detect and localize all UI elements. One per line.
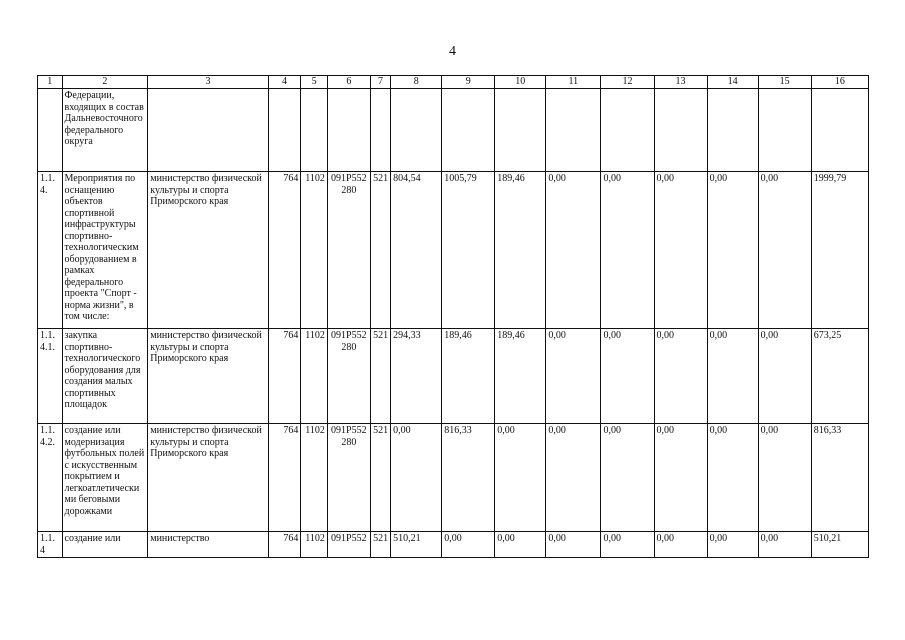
value-cell — [442, 89, 495, 172]
total-cell — [811, 89, 868, 172]
executor — [148, 89, 268, 172]
column-header: 2 — [62, 76, 148, 89]
value-cell: 0,00 — [654, 172, 707, 329]
section-code — [301, 89, 328, 172]
value-cell — [391, 89, 442, 172]
value-cell: 189,46 — [442, 329, 495, 424]
value-cell: 0,00 — [546, 424, 601, 532]
value-cell: 0,00 — [495, 532, 546, 558]
total-cell: 510,21 — [811, 532, 868, 558]
value-cell: 816,33 — [442, 424, 495, 532]
budget-table — [37, 75, 869, 558]
column-header: 5 — [301, 76, 328, 89]
executor: министерство физической культуры и спорта Приморского края — [148, 172, 268, 329]
value-cell: 0,00 — [707, 532, 758, 558]
value-cell: 0,00 — [546, 329, 601, 424]
grbs-code: 764 — [268, 532, 301, 558]
target-article: 091P552280 — [327, 329, 370, 424]
row-code: 1.1.4 — [38, 532, 63, 558]
value-cell: 0,00 — [601, 532, 654, 558]
executor: министерство физической культуры и спорта Приморского края — [148, 329, 268, 424]
column-header: 16 — [811, 76, 868, 89]
value-cell: 189,46 — [495, 329, 546, 424]
value-cell: 804,54 — [391, 172, 442, 329]
page-number: 4 — [449, 44, 456, 59]
row-code: 1.1.4.1. — [38, 329, 63, 424]
value-cell: 0,00 — [546, 172, 601, 329]
value-cell: 0,00 — [758, 532, 811, 558]
section-code: 1102 — [301, 172, 328, 329]
column-header: 14 — [707, 76, 758, 89]
value-cell: 0,00 — [758, 172, 811, 329]
target-article — [327, 89, 370, 172]
column-header: 8 — [391, 76, 442, 89]
total-cell: 1999,79 — [811, 172, 868, 329]
column-header: 3 — [148, 76, 268, 89]
total-cell: 816,33 — [811, 424, 868, 532]
value-cell: 0,00 — [707, 424, 758, 532]
section-code: 1102 — [301, 532, 328, 558]
value-cell: 0,00 — [601, 424, 654, 532]
table-row — [38, 89, 869, 172]
table-row — [38, 172, 869, 329]
value-cell: 0,00 — [391, 424, 442, 532]
section-code: 1102 — [301, 329, 328, 424]
column-header: 6 — [327, 76, 370, 89]
value-cell — [495, 89, 546, 172]
column-header: 13 — [654, 76, 707, 89]
column-number-row — [38, 76, 869, 89]
value-cell: 0,00 — [442, 532, 495, 558]
activity-name: создание или модернизация футбольных полей с искусственным покрытием и легкоатлетическими беговыми дорожками — [62, 424, 148, 532]
column-header: 1 — [38, 76, 63, 89]
executor: министерство физической культуры и спорта Приморского края — [148, 424, 268, 532]
value-cell — [546, 89, 601, 172]
activity-name: Мероприятия по оснащению объектов спортивной инфраструктуры спортивно-технологическим оборудованием в рамках федерального проекта "Спорт - норма жизни", в том числе: — [62, 172, 148, 329]
expense-type: 521 — [370, 532, 390, 558]
column-header: 7 — [370, 76, 390, 89]
value-cell: 294,33 — [391, 329, 442, 424]
value-cell — [601, 89, 654, 172]
grbs-code: 764 — [268, 424, 301, 532]
value-cell: 0,00 — [758, 424, 811, 532]
column-header: 11 — [546, 76, 601, 89]
expense-type: 521 — [370, 172, 390, 329]
value-cell: 189,46 — [495, 172, 546, 329]
value-cell: 0,00 — [758, 329, 811, 424]
table-row — [38, 424, 869, 532]
expense-type: 521 — [370, 424, 390, 532]
value-cell: 0,00 — [601, 172, 654, 329]
value-cell: 1005,79 — [442, 172, 495, 329]
column-header: 9 — [442, 76, 495, 89]
value-cell — [654, 89, 707, 172]
value-cell — [758, 89, 811, 172]
expense-type — [370, 89, 390, 172]
column-header: 4 — [268, 76, 301, 89]
row-code — [38, 89, 63, 172]
value-cell: 0,00 — [707, 329, 758, 424]
value-cell: 0,00 — [546, 532, 601, 558]
value-cell: 0,00 — [495, 424, 546, 532]
column-header: 10 — [495, 76, 546, 89]
total-cell: 673,25 — [811, 329, 868, 424]
activity-name: Федерации, входящих в состав Дальневосточного федерального округа — [62, 89, 148, 172]
value-cell: 0,00 — [654, 329, 707, 424]
column-header: 15 — [758, 76, 811, 89]
table-row — [38, 532, 869, 558]
table-row — [38, 329, 869, 424]
row-code: 1.1.4.2. — [38, 424, 63, 532]
grbs-code — [268, 89, 301, 172]
value-cell: 0,00 — [654, 424, 707, 532]
column-header: 12 — [601, 76, 654, 89]
value-cell: 0,00 — [654, 532, 707, 558]
value-cell: 0,00 — [707, 172, 758, 329]
grbs-code: 764 — [268, 329, 301, 424]
expense-type: 521 — [370, 329, 390, 424]
grbs-code: 764 — [268, 172, 301, 329]
target-article: 091P552280 — [327, 172, 370, 329]
value-cell: 0,00 — [601, 329, 654, 424]
value-cell — [707, 89, 758, 172]
activity-name: создание или — [62, 532, 148, 558]
row-code: 1.1.4. — [38, 172, 63, 329]
target-article: 091P552 — [327, 532, 370, 558]
activity-name: закупка спортивно-технологического оборудования для создания малых спортивных площадок — [62, 329, 148, 424]
target-article: 091P552280 — [327, 424, 370, 532]
section-code: 1102 — [301, 424, 328, 532]
executor: министерство — [148, 532, 268, 558]
value-cell: 510,21 — [391, 532, 442, 558]
